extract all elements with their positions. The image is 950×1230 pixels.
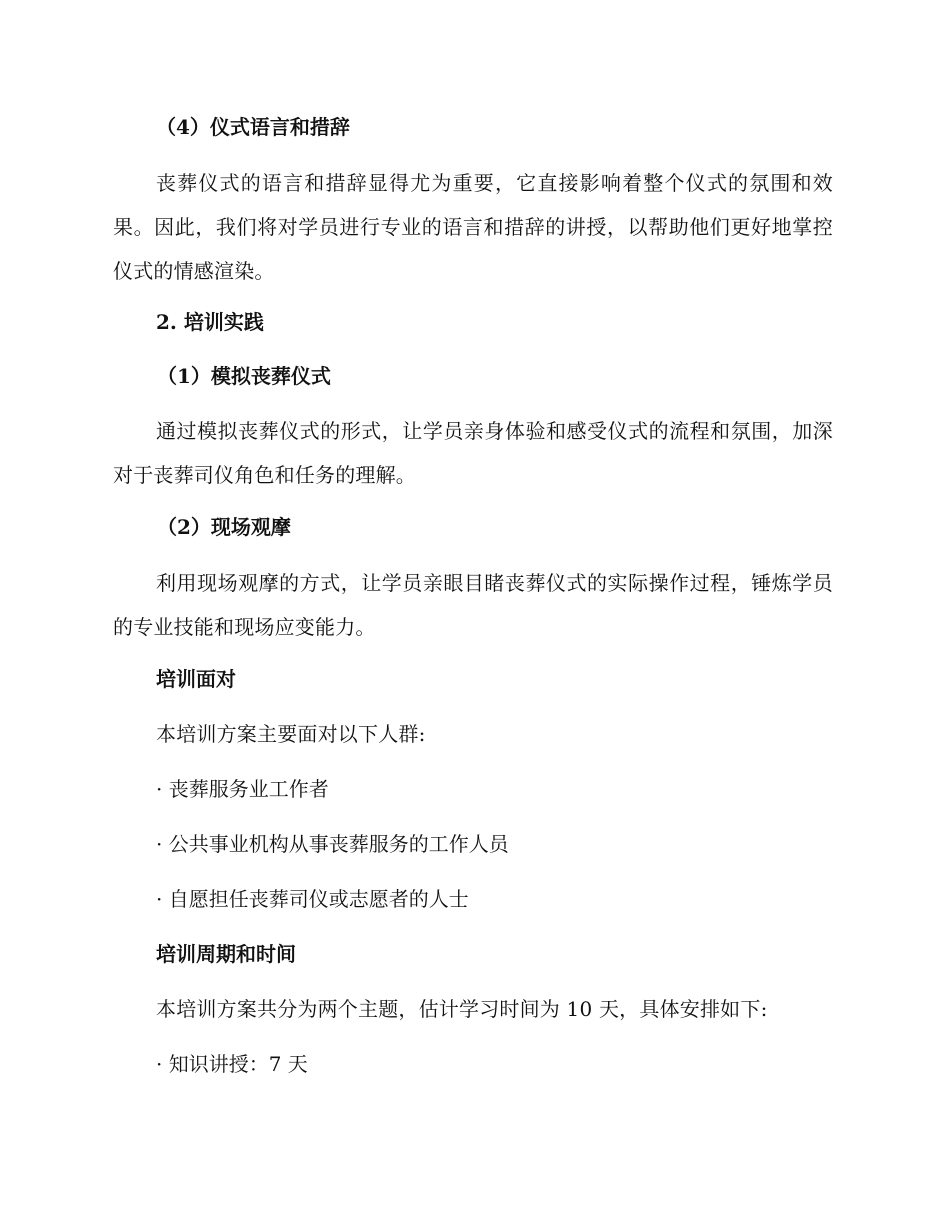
section-heading-site-observation: （2）现场观摩	[157, 515, 291, 539]
section-heading-audience: 培训面对	[156, 667, 236, 691]
paragraph-ceremony-language: 丧葬仪式的语言和措辞显得尤为重要，它直接影响着整个仪式的氛围和效果。因此，我们将对学员进行专业的语言和措辞的讲授，以帮助他们更好地掌控仪式的情感渲染。	[113, 171, 833, 283]
paragraph-site-observation: 利用现场观摩的方式，让学员亲眼目睹丧葬仪式的实际操作过程，锤炼学员的专业技能和现场应变能力。	[113, 571, 833, 639]
list-item: · 自愿担任丧葬司仪或志愿者的人士	[156, 887, 469, 911]
paragraph-mock-ceremony: 通过模拟丧葬仪式的形式，让学员亲身体验和感受仪式的流程和氛围，加深对于丧葬司仪角色和任务的理解。	[113, 419, 833, 487]
list-item: · 知识讲授：7 天	[156, 1052, 308, 1076]
section-heading-mock-ceremony: （1）模拟丧葬仪式	[157, 364, 331, 388]
section-heading-schedule: 培训周期和时间	[156, 942, 296, 966]
list-item: · 公共事业机构从事丧葬服务的工作人员	[156, 832, 509, 856]
paragraph-schedule-intro: 本培训方案共分为两个主题，估计学习时间为 10 天，具体安排如下:	[156, 997, 768, 1021]
section-heading-training-practice: 2. 培训实践	[156, 310, 264, 334]
paragraph-audience-intro: 本培训方案主要面对以下人群:	[156, 722, 426, 746]
section-heading-ceremony-language: （4）仪式语言和措辞	[156, 115, 350, 139]
list-item: · 丧葬服务业工作者	[156, 777, 329, 801]
